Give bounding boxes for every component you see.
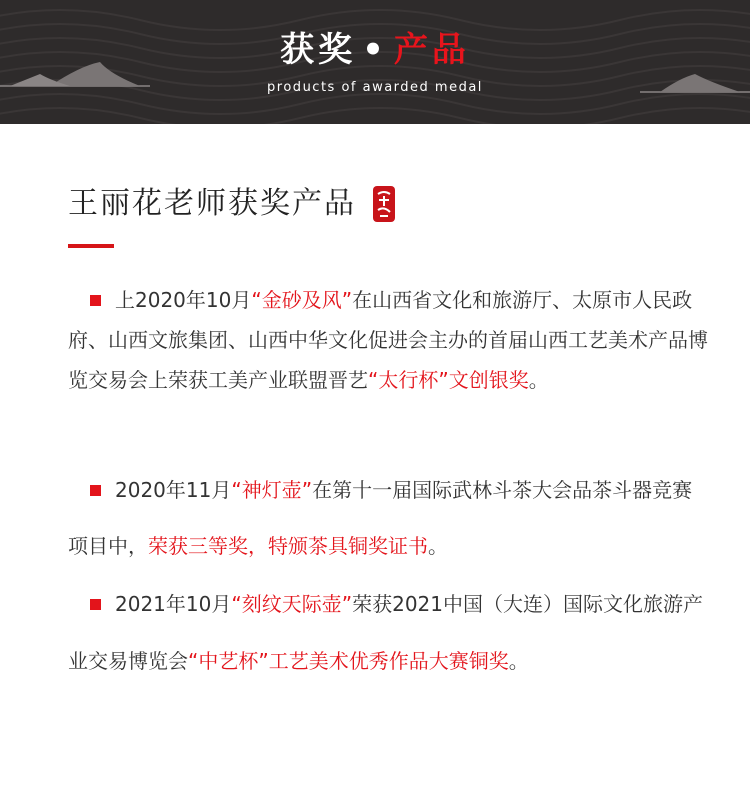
banner-title-accent: 产品 (393, 30, 470, 70)
award-2-desc: 在第十一届国际武林斗茶大会品茶斗器竞赛项目中， (68, 478, 693, 558)
header-banner (0, 0, 750, 124)
banner-title-main: 获奖 (280, 30, 357, 70)
award-1-end: 。 (528, 368, 549, 392)
bullet-icon (90, 485, 101, 496)
award-paragraph-1 (68, 280, 708, 400)
award-3-date: 2021年10月 (115, 592, 232, 616)
award-1-date: 上2020年10月 (115, 288, 252, 312)
award-3-product: “刻纹天际壶” (231, 592, 353, 616)
award-3-end: 。 (508, 649, 529, 673)
award-2-product: “神灯壶” (231, 478, 313, 502)
award-1-desc: 在山西省文化和旅游厅、太原市人民政府、山西文旅集团、山西中华文化促进会主办的首届山西工艺美术产品博览交易会上荣获工美产业联盟晋艺 (68, 288, 708, 392)
banner-title (0, 30, 750, 70)
section-heading: 王丽花老师获奖产品 (68, 186, 356, 221)
award-paragraph-3 (68, 576, 708, 690)
award-paragraph-2 (68, 462, 708, 574)
banner-title-dot: • (362, 30, 388, 70)
award-3-desc: 荣获2021中国（大连）国际文化旅游产业交易博览会 (68, 592, 703, 673)
section-heading-row (68, 182, 397, 226)
award-2-prize: 荣获三等奖，特颁茶具铜奖证书 (148, 534, 428, 558)
banner-subtitle: products of awarded medal (267, 80, 483, 95)
award-1-product: “金砂及风” (251, 288, 353, 312)
bullet-icon (90, 599, 101, 610)
bullet-icon (90, 295, 101, 306)
seal-stamp-icon (371, 184, 397, 224)
award-2-date: 2020年11月 (115, 478, 232, 502)
award-1-prize: “太行杯”文创银奖 (368, 368, 529, 392)
heading-underline (68, 244, 114, 248)
award-2-end: 。 (428, 534, 448, 558)
award-3-prize: “中艺杯”工艺美术优秀作品大赛铜奖 (188, 649, 509, 673)
